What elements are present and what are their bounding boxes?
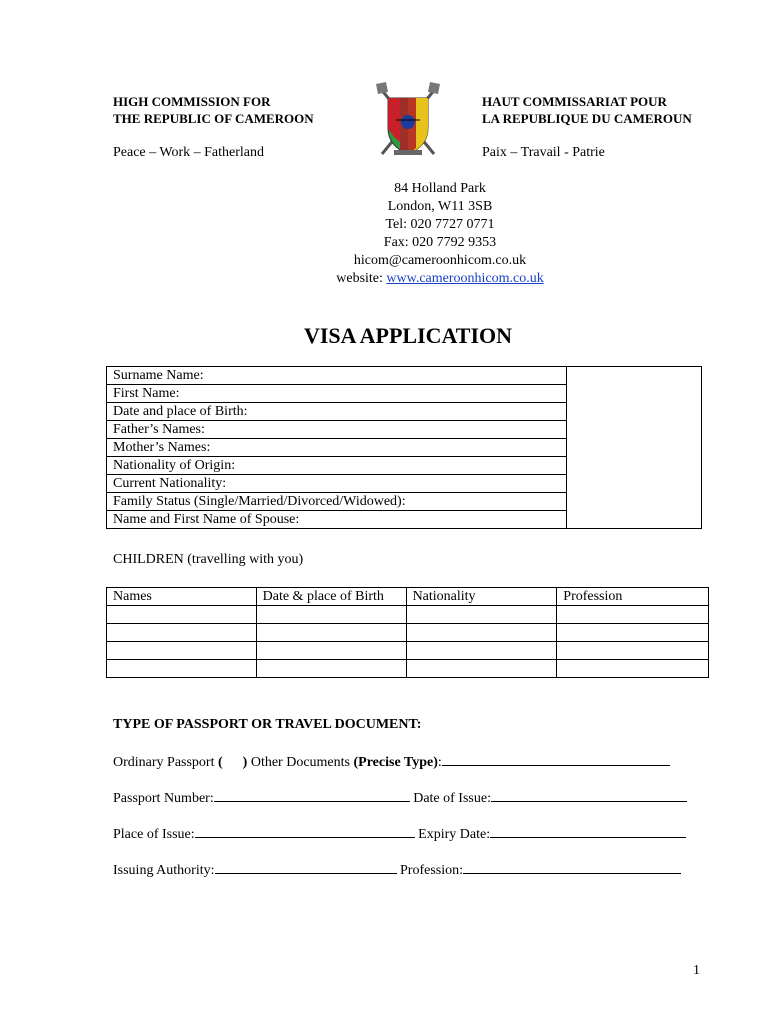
children-col-profession: Profession: [557, 588, 709, 606]
ordinary-open-paren: (: [218, 755, 223, 770]
header-left-line2: THE REPUBLIC OF CAMEROON: [113, 111, 314, 126]
address-city: London, W11 3SB: [387, 199, 493, 214]
children-heading: CHILDREN (travelling with you): [113, 552, 304, 567]
personal-field-label[interactable]: Father’s Names:: [107, 421, 567, 439]
children-table: [106, 587, 709, 678]
issuing-authority-label: Issuing Authority:: [113, 863, 215, 878]
child-profession-cell[interactable]: [557, 642, 709, 660]
precise-type-label: (Precise Type): [353, 755, 438, 770]
header-left: [113, 93, 314, 127]
personal-field-label[interactable]: Date and place of Birth:: [107, 403, 567, 421]
child-name-cell[interactable]: [107, 624, 257, 642]
personal-info-table: [106, 366, 702, 529]
motto-english: Peace – Work – Fatherland: [113, 145, 265, 160]
precise-type-colon: :: [437, 755, 442, 770]
coat-of-arms-icon: [372, 80, 444, 162]
address-block: [55, 180, 770, 288]
place-of-issue-field[interactable]: [195, 825, 415, 838]
child-birth-cell[interactable]: [256, 642, 406, 660]
child-birth-cell[interactable]: [256, 660, 406, 678]
address-email: hicom@cameroonhicom.co.uk: [353, 253, 527, 268]
child-name-cell[interactable]: [107, 660, 257, 678]
place-of-issue-label: Place of Issue:: [113, 827, 195, 842]
table-row: [107, 660, 709, 678]
header-right: [482, 93, 692, 127]
child-nationality-cell[interactable]: [406, 642, 557, 660]
personal-field-label[interactable]: Surname Name:: [107, 367, 567, 385]
children-col-birth: Date & place of Birth: [256, 588, 406, 606]
table-row: [107, 367, 702, 385]
profession-label: Profession:: [396, 863, 464, 878]
children-col-nationality: Nationality: [406, 588, 557, 606]
profession-field[interactable]: [463, 861, 681, 874]
header-right-line2: LA REPUBLIQUE DU CAMEROUN: [482, 111, 692, 126]
children-col-names: Names: [107, 588, 257, 606]
passport-heading: TYPE OF PASSPORT OR TRAVEL DOCUMENT:: [113, 717, 422, 732]
table-row: [107, 606, 709, 624]
page-number: 1: [693, 963, 700, 978]
other-documents-label: Other Documents: [247, 755, 354, 770]
address-fax: Fax: 020 7792 9353: [383, 235, 497, 250]
children-header-row: [107, 588, 709, 606]
date-of-issue-field[interactable]: [491, 789, 687, 802]
table-row: [107, 642, 709, 660]
child-birth-cell[interactable]: [256, 606, 406, 624]
personal-field-label[interactable]: First Name:: [107, 385, 567, 403]
child-nationality-cell[interactable]: [406, 606, 557, 624]
child-profession-cell[interactable]: [557, 606, 709, 624]
website-label: website:: [336, 271, 387, 286]
child-nationality-cell[interactable]: [406, 660, 557, 678]
expiry-date-field[interactable]: [490, 825, 686, 838]
address-website: [55, 270, 770, 288]
page-title: VISA APPLICATION: [303, 323, 513, 348]
personal-field-label[interactable]: Current Nationality:: [107, 475, 567, 493]
personal-field-label[interactable]: Nationality of Origin:: [107, 457, 567, 475]
child-nationality-cell[interactable]: [406, 624, 557, 642]
table-row: [107, 624, 709, 642]
child-name-cell[interactable]: [107, 606, 257, 624]
header-right-line1: HAUT COMMISSARIAT POUR: [482, 94, 667, 109]
place-of-issue-line: [113, 825, 686, 843]
motto-french: Paix – Travail - Patrie: [482, 145, 605, 160]
child-name-cell[interactable]: [107, 642, 257, 660]
child-profession-cell[interactable]: [557, 660, 709, 678]
header-left-line1: HIGH COMMISSION FOR: [113, 94, 271, 109]
child-profession-cell[interactable]: [557, 624, 709, 642]
personal-field-label[interactable]: Family Status (Single/Married/Divorced/Widowed):: [107, 493, 567, 511]
child-birth-cell[interactable]: [256, 624, 406, 642]
passport-number-field[interactable]: [214, 789, 410, 802]
expiry-date-label: Expiry Date:: [414, 827, 491, 842]
personal-field-label[interactable]: Name and First Name of Spouse:: [107, 511, 567, 529]
passport-type-line: [113, 753, 670, 771]
issuing-authority-field[interactable]: [215, 861, 397, 874]
precise-type-field[interactable]: [442, 753, 670, 766]
website-link[interactable]: www.cameroonhicom.co.uk: [386, 271, 544, 286]
ordinary-close-paren: ): [242, 755, 248, 770]
passport-number-line: [113, 789, 687, 807]
ordinary-passport-label: Ordinary Passport: [113, 755, 218, 770]
address-street: 84 Holland Park: [394, 181, 486, 196]
issuing-authority-line: [113, 861, 681, 879]
passport-number-label: Passport Number:: [113, 791, 214, 806]
address-tel: Tel: 020 7727 0771: [385, 217, 495, 232]
photo-box: [567, 367, 702, 529]
date-of-issue-label: Date of Issue:: [409, 791, 491, 806]
personal-field-label[interactable]: Mother’s Names:: [107, 439, 567, 457]
